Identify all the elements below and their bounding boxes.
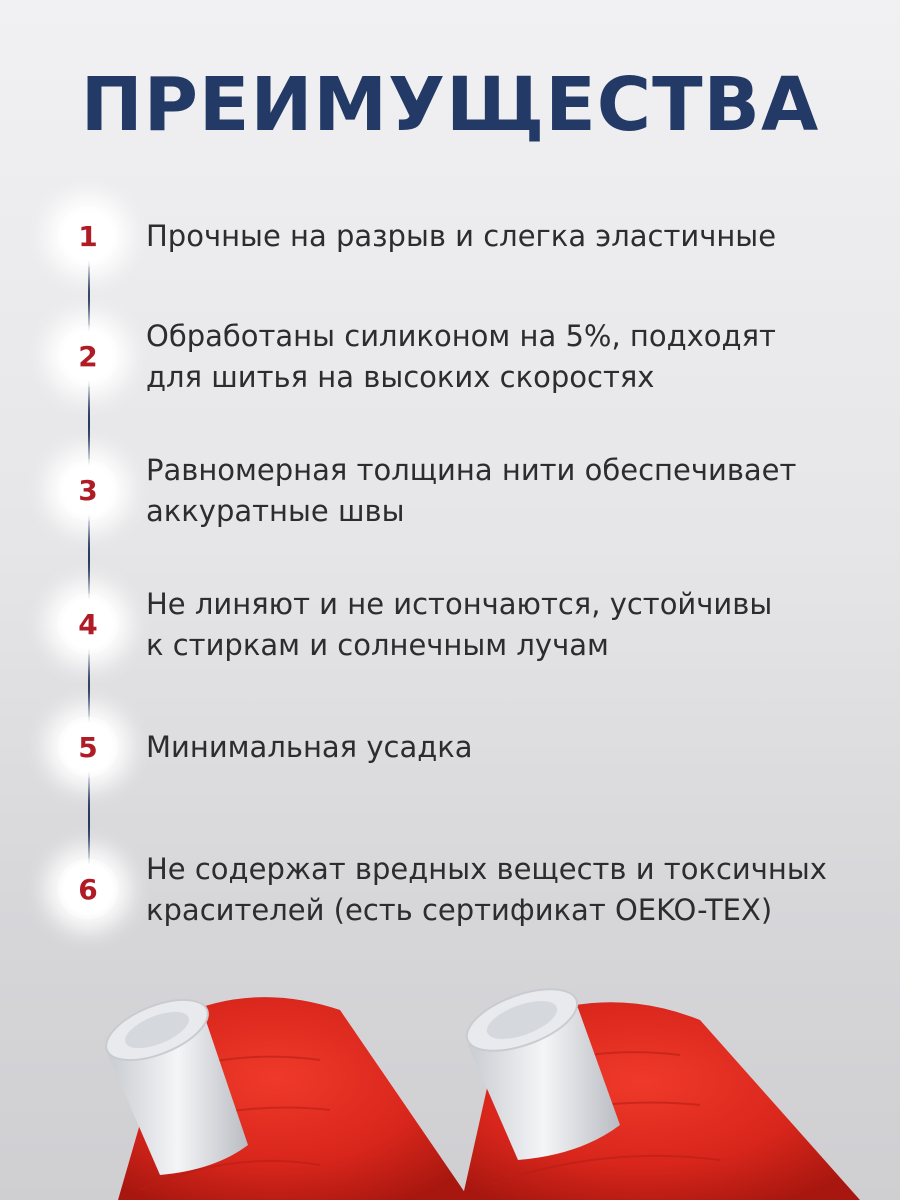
- thread-spool-left: [98, 988, 470, 1200]
- advantage-text: [146, 584, 866, 666]
- advantage-text: [146, 316, 866, 398]
- page-title: ПРЕИМУЩЕСТВА: [80, 62, 820, 148]
- thread-spool-right: [459, 977, 860, 1200]
- advantage-text-line: Обработаны силиконом на 5%, подходят: [146, 319, 776, 353]
- advantage-text: [146, 216, 866, 257]
- number-badge: 3: [57, 459, 119, 521]
- number-badge: 1: [57, 205, 119, 267]
- number-badge: 5: [57, 716, 119, 778]
- advantage-text-line: Равномерная толщина нити обеспечивает: [146, 453, 797, 487]
- thread-spools-image: [0, 960, 900, 1200]
- advantage-text-line: Прочные на разрыв и слегка эластичные: [146, 219, 777, 253]
- advantage-text-line: Минимальная усадка: [146, 730, 473, 764]
- advantage-text-line: аккуратные швы: [146, 494, 405, 528]
- advantage-text: [146, 450, 866, 532]
- advantage-text: [146, 849, 866, 931]
- advantage-text: [146, 727, 866, 768]
- number-badge: 6: [57, 858, 119, 920]
- advantage-text-line: Не содержат вредных веществ и токсичных: [146, 852, 827, 886]
- advantage-text-line: к стиркам и солнечным лучам: [146, 628, 609, 662]
- advantage-text-line: красителей (есть сертификат OEKO-TEX): [146, 893, 773, 927]
- advantage-text-line: Не линяют и не истончаются, устойчивы: [146, 587, 773, 621]
- number-badge: 4: [57, 593, 119, 655]
- number-badge: 2: [57, 325, 119, 387]
- advantage-text-line: для шитья на высоких скоростях: [146, 360, 655, 394]
